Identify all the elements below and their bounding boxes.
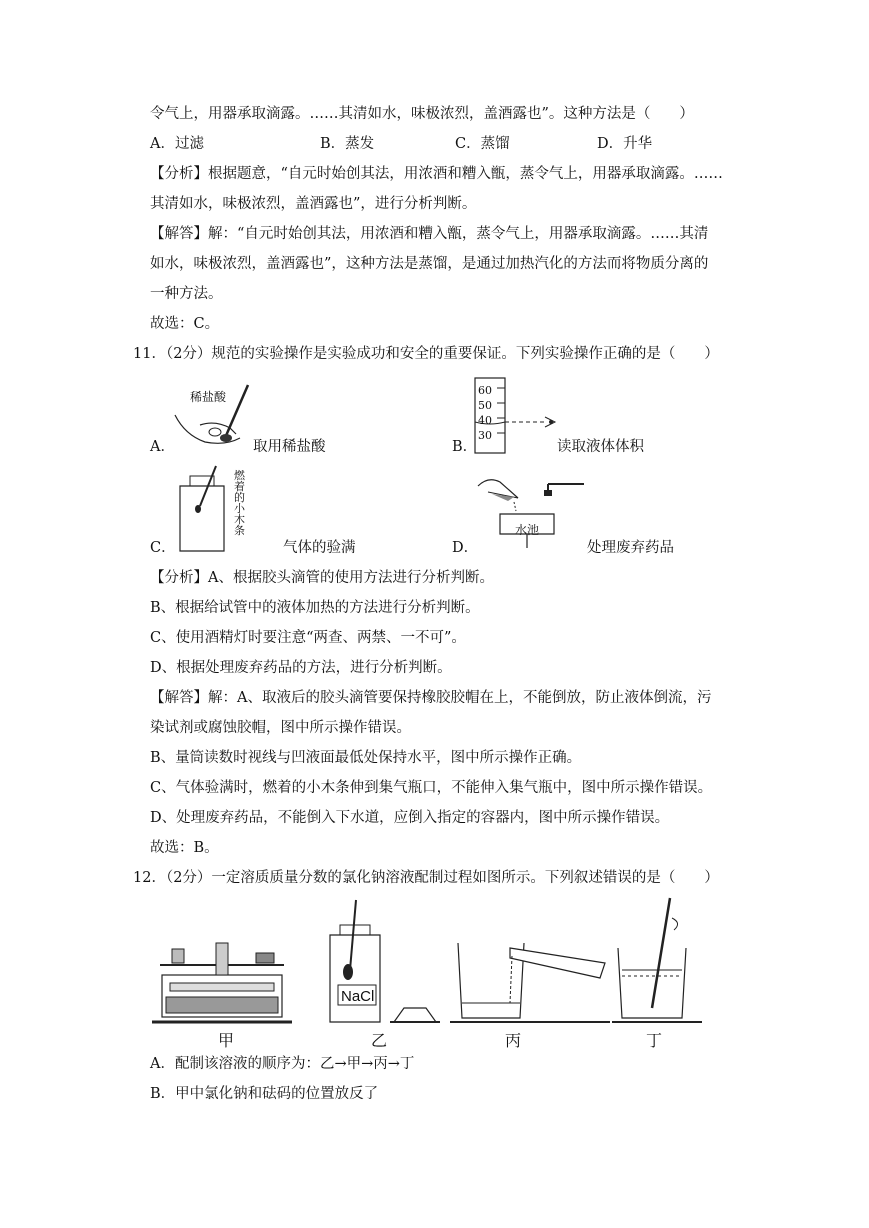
cylinder-tick-50: 50 (478, 399, 492, 412)
q12-option-a: A．配制该溶液的顺序为：乙→甲→丙→丁 (150, 1056, 415, 1072)
q10-answer-line3: 一种方法。 (150, 286, 223, 302)
q11-choice: 故选：B。 (150, 840, 219, 856)
q11-answer-line5: D、处理废弃药品，不能倒入下水道，应倒入指定的容器内，图中所示操作错误。 (150, 810, 670, 826)
pouring-figure (450, 918, 610, 1024)
q11-analysis-line1: 【分析】A、根据胶头滴管的使用方法进行分析判断。 (150, 570, 494, 586)
q10-option-a: A．过滤 (150, 136, 204, 152)
q10-stem: 令气上，用器承取滴露。……其清如水，味极浓烈，盖酒露也”。这种方法是（ ） (150, 106, 694, 122)
splint-label: 燃着的小木条 (234, 469, 245, 537)
balance-figure (152, 935, 292, 1027)
q11-option-c-label: 气体的验满 (283, 540, 356, 556)
q11-option-b-label: 读取液体体积 (557, 439, 644, 455)
q10-analysis-line1: 【分析】根据题意，“自元时始创其法，用浓酒和糟入甑，蒸令气上，用器承取滴露。…… (150, 166, 723, 182)
bottle-label: NaCl (341, 988, 375, 1005)
q12-stem: 12．（2分）一定溶质质量分数的氯化钠溶液配制过程如图所示。下列叙述错误的是（ ） (133, 870, 719, 886)
cylinder-tick-60: 60 (478, 384, 492, 397)
figure-label-jia: 甲 (218, 1031, 235, 1050)
cylinder-tick-40: 40 (478, 414, 492, 427)
q11-analysis-line3: C、使用酒精灯时要注意“两查、两禁、一不可”。 (150, 630, 466, 646)
q10-option-d: D．升华 (597, 136, 653, 152)
figure-label-ding: 丁 (646, 1031, 663, 1050)
cylinder-tick-30: 30 (478, 429, 492, 442)
q10-answer-line2: 如水，味极浓烈，盖酒露也”，这种方法是蒸馏，是通过加热汽化的方法而将物质分离的 (150, 256, 709, 272)
q11-answer-line4: C、气体验满时，燃着的小木条伸到集气瓶口，不能伸入集气瓶中，图中所示操作错误。 (150, 780, 713, 796)
q10-choice: 故选：C。 (150, 316, 220, 332)
q10-option-c: C．蒸馏 (455, 136, 510, 152)
q11-option-d-letter: D． (452, 540, 479, 556)
q11-stem: 11．（2分）规范的实验操作是实验成功和安全的重要保证。下列实验操作正确的是（ ） (133, 346, 719, 362)
q11-answer-line1: 【解答】解：A、取液后的胶头滴管要保持橡胶胶帽在上，不能倒放，防止液体倒流，污 (150, 690, 712, 706)
q11-option-a-label: 取用稀盐酸 (253, 439, 326, 455)
q11-analysis-line2: B、根据给试管中的液体加热的方法进行分析判断。 (150, 600, 480, 616)
figure-label-yi: 乙 (371, 1031, 388, 1050)
sink-label: 水池 (515, 523, 540, 537)
figure-label-bing: 丙 (505, 1031, 522, 1050)
q11-option-b-letter: B． (452, 439, 478, 455)
q10-option-b: B．蒸发 (320, 136, 375, 152)
gas-bottle-figure (178, 466, 228, 554)
q10-analysis-line2: 其清如水，味极浓烈，盖酒露也”，进行分析判断。 (150, 196, 477, 212)
q11-option-a-letter: A． (150, 439, 175, 455)
q12-option-b: B．甲中氯化钠和砝码的位置放反了 (150, 1086, 379, 1102)
q11-option-d-label: 处理废弃药品 (587, 540, 674, 556)
q10-answer-line1: 【解答】解：“自元时始创其法，用浓酒和糟入甑，蒸令气上，用器承取滴露。……其清 (150, 226, 709, 242)
q11-answer-line2: 染试剂或腐蚀胶帽，图中所示操作错误。 (150, 720, 411, 736)
stirring-figure (612, 898, 702, 1024)
q11-answer-line3: B、量筒读数时视线与凹液面最低处保持水平，图中所示操作正确。 (150, 750, 582, 766)
q11-option-c-letter: C． (150, 540, 176, 556)
q11-analysis-line4: D、根据处理废弃药品的方法，进行分析判断。 (150, 660, 452, 676)
dropper-label: 稀盐酸 (190, 390, 227, 404)
